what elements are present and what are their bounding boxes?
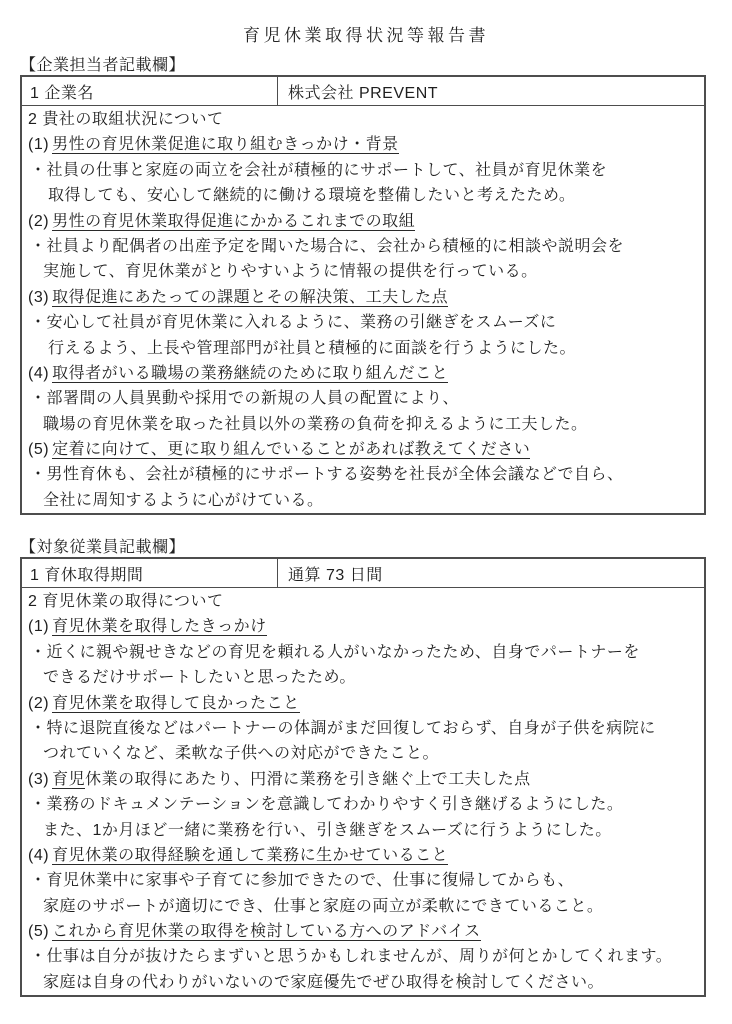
body-line: 家庭のサポートが適切にでき、仕事と家庭の両立が柔軟にできていること。 [43,897,604,915]
item-number: (5) [28,441,50,459]
company-table-body [22,106,704,513]
body-line: ・仕事は自分が抜けたらまずいと思うかもしれませんが、周りが何とかしてくれます。 [30,948,673,966]
item-number: (1) [28,136,50,154]
body-line: ・安心して社員が育児休業に入れるように、業務の引継ぎをスムーズに [30,314,557,332]
item-number: (1) [28,618,50,636]
item-heading-line [22,843,704,868]
item-number: (5) [28,923,50,941]
body-line: ・業務のドキュメンテーションを意識してわかりやすく引き継げるようにした。 [30,796,624,814]
item-heading-underlined: 育児休業の取得経験を通して業務に生かせていること [52,846,449,864]
body-line: 行えるよう、上長や管理部門が社員と積極的に面談を行うようにした。 [48,339,577,357]
section-intro-line: 2 育児休業の取得について [28,593,224,610]
employee-table-body [22,588,704,995]
item-heading-underlined: 取得促進にあたっての課題とその解決策、工夫した点 [52,288,449,306]
company-name-value: 株式会社 PREVENT [288,84,439,102]
item-heading-line [22,361,704,386]
item-heading-underlined: 男性の育児休業取得促進にかかるこれまでの取組 [52,212,416,230]
item-number: (3) [28,288,50,306]
employee-table [20,557,706,997]
item-number: (2) [28,694,50,712]
item-heading-line [22,132,704,157]
body-line: ・社員の仕事と家庭の両立を会社が積極的にサポートして、社員が育児休業を [30,161,608,179]
company-table [20,75,706,515]
body-line: つれていくなど、柔軟な子供への対応ができたこと。 [43,745,440,763]
body-line: ・育児休業中に家事や子育てに参加できたので、仕事に復帰してからも、 [30,872,575,890]
body-line: 家庭は自身の代わりがいないので家庭優先でぜひ取得を検討してください。 [43,973,605,991]
item-heading-line [22,691,704,716]
company-table-header-row [22,77,704,106]
item-heading-line [22,437,704,462]
body-line: 取得しても、安心して継続的に働ける環境を整備したいと考えたため。 [48,187,576,205]
company-name-label: 1 企業名 [22,77,278,105]
item-heading-underlined: 男性の育児休業促進に取り組むきっかけ・背景 [52,136,399,154]
item-heading-line [22,614,704,639]
body-line: ・男性育休も、会社が積極的にサポートする姿勢を社長が全体会議などで自ら、 [30,466,624,484]
item-number: (4) [28,846,50,864]
leave-period-value: 通算 73 日間 [288,566,383,584]
body-line: 職場の育児休業を取った社員以外の業務の負荷を抑えるように工夫した。 [43,415,588,433]
item-number: (3) [28,770,50,788]
item-heading-line [22,285,704,310]
item-heading-underlined: 定着に向けて、更に取り組んでいることがあれば教えてください [52,441,531,459]
body-line: ・特に退院直後などはパートナーの体調がまだ回復しておらず、自身が子供を病院に [30,719,656,737]
item-heading-underlined: これから育児休業の取得を検討している方へのアドバイス [52,923,481,941]
company-section-heading: 【企業担当者記載欄】 [20,57,186,74]
body-line: また、1か月ほど一緒に業務を行い、引き継ぎをスムーズに行うようにした。 [43,821,612,839]
body-line: ・社員より配偶者の出産予定を聞いた場合に、会社から積極的に相談や説明会を [30,237,625,255]
body-line: 全社に周知するように心がけている。 [43,491,324,509]
item-heading-underlined: 育児 [52,770,86,788]
item-heading-line [22,919,704,944]
employee-section-heading: 【対象従業員記載欄】 [20,539,186,556]
body-line: できるだけサポートしたいと思ったため。 [43,669,356,687]
item-number: (4) [28,364,50,382]
item-heading-line [22,767,704,792]
employee-table-header-row [22,559,704,588]
item-heading-line [22,209,704,234]
item-number: (2) [28,212,50,230]
body-line: ・部署間の人員異動や採用での新規の人員の配置により、 [30,390,460,408]
item-heading-underlined: 育児休業を取得したきっかけ [52,618,267,636]
page-title: 育児休業取得状況等報告書 [243,26,489,45]
item-heading-underlined: 育児休業を取得して良かったこと [52,694,300,712]
body-line: 実施して、育児休業がとりやすいように情報の提供を行っている。 [43,263,538,281]
item-heading-underlined: 取得者がいる職場の業務継続のために取り組んだこと [52,364,449,382]
leave-period-label: 1 育休取得期間 [22,559,278,587]
body-line: ・近くに親や親せきなどの育児を頼れる人がいなかったため、自身でパートナーを [30,643,640,661]
section-intro-line: 2 貴社の取組状況について [28,111,224,128]
item-heading-rest: 休業の取得にあたり、円滑に業務を引き継ぐ上で工夫した点 [85,770,531,788]
